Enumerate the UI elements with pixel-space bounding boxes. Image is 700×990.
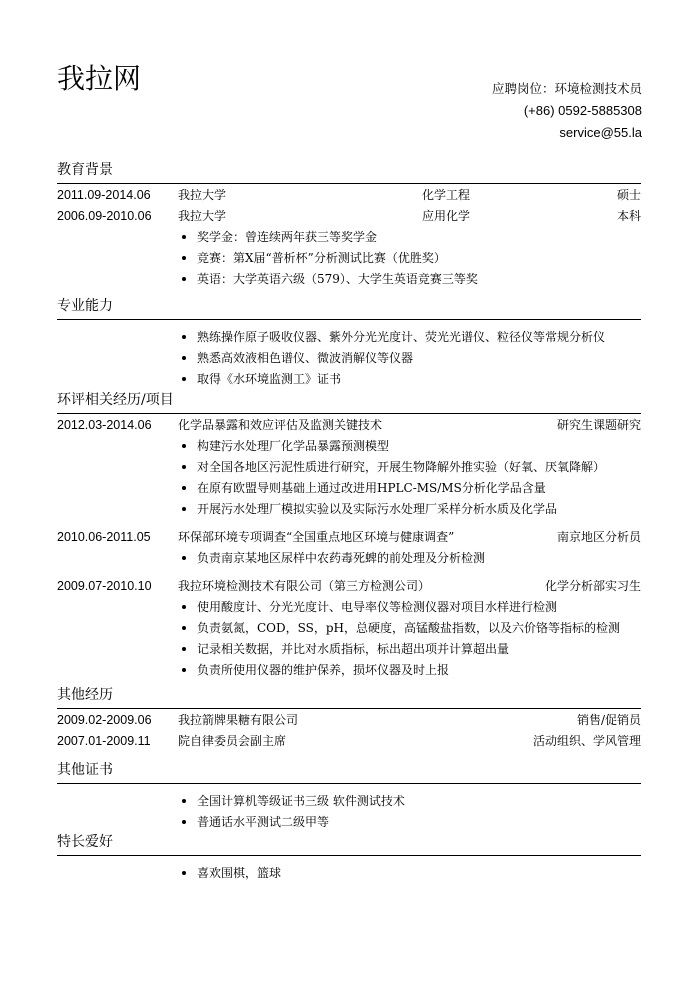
date-range: 2012.03-2014.06 (57, 418, 152, 432)
list-item: 熟练操作原子吸收仪器、紫外分光光度计、荧光光谱仪、粒径仪等常规分析仪 (179, 327, 641, 348)
certificate-bullets (57, 791, 641, 833)
list-item: 喜欢围棋，篮球 (179, 863, 641, 884)
skills-section (57, 296, 641, 390)
date-range: 2009.07-2010.10 (57, 579, 152, 593)
project-name: 化学品暴露和效应评估及监测关键技术 (178, 418, 383, 432)
list-item: 在原有欧盟导则基础上通过改进用HPLC-MS/MS分析化学品含量 (179, 478, 641, 499)
list-item: 英语：大学英语六级（579）、大学生英语竞赛三等奖 (179, 269, 641, 290)
list-item: 负责氨氮，COD，SS，pH，总硬度，高锰酸盐指数，以及六价铬等指标的检测 (179, 618, 641, 639)
date-range: 2010.06-2011.05 (57, 530, 151, 544)
section-title: 特长爱好 (57, 832, 641, 856)
list-item: 全国计算机等级证书三级 软件测试技术 (179, 791, 641, 812)
section-title: 其他经历 (57, 685, 641, 709)
applied-position: 应聘岗位：环境检测技术员 (491, 81, 642, 96)
experience-bullets (57, 548, 641, 569)
role: 销售/促销员 (576, 713, 641, 727)
list-item: 使用酸度计、分光光度计、电导率仪等检测仪器对项目水样进行检测 (179, 597, 641, 618)
list-item: 取得《水环境监测工》证书 (179, 369, 641, 390)
experience-row (57, 415, 641, 436)
phone-number: (+86) 0592-5885308 (523, 103, 642, 118)
section-title: 专业能力 (57, 296, 641, 320)
section-title: 环评相关经历/项目 (57, 390, 641, 414)
experience-bullets (57, 436, 641, 520)
experience-row (57, 576, 641, 597)
degree: 本科 (616, 209, 641, 223)
school-name: 我拉大学 (178, 188, 227, 202)
list-item: 普通话水平测试二级甲等 (179, 812, 641, 833)
email-address: service@55.la (559, 125, 642, 140)
date-range: 2007.01-2009.11 (57, 734, 151, 748)
section-title: 教育背景 (57, 160, 641, 184)
hobby-bullets (57, 863, 641, 884)
list-item: 负责南京某地区尿样中农药毒死蜱的前处理及分析检测 (179, 548, 641, 569)
certificates-section (57, 760, 641, 833)
list-item: 构建污水处理厂化学品暴露预测模型 (179, 436, 641, 457)
role: 南京地区分析员 (556, 530, 641, 544)
list-item: 奖学金：曾连续两年获三等奖学金 (179, 227, 641, 248)
role: 活动组织、学风管理 (532, 734, 641, 748)
list-item: 开展污水处理厂模拟实验以及实际污水处理厂采样分析水质及化学品 (179, 499, 641, 520)
contact-block (492, 78, 642, 144)
candidate-name: 我拉网 (57, 62, 142, 95)
other-experience-row (57, 710, 641, 731)
section-title: 其他证书 (57, 760, 641, 784)
organization: 我拉箭牌果糖有限公司 (178, 713, 299, 727)
other-experience-section (57, 685, 641, 752)
degree: 硕士 (616, 188, 641, 202)
education-bullets (57, 227, 641, 290)
date-range: 2011.09-2014.06 (57, 188, 151, 202)
date-range: 2006.09-2010.06 (57, 209, 152, 223)
school-name: 我拉大学 (178, 209, 227, 223)
experience-section (57, 390, 641, 681)
major: 化学工程 (422, 188, 471, 202)
education-row (57, 206, 641, 227)
major: 应用化学 (422, 209, 471, 223)
hobbies-section (57, 832, 641, 884)
project-name: 环保部环境专项调查“全国重点地区环境与健康调查” (178, 530, 455, 544)
role: 研究生课题研究 (556, 418, 641, 432)
role: 化学分析部实习生 (544, 579, 641, 593)
education-section (57, 160, 641, 290)
list-item: 负责所使用仪器的维护保养，损坏仪器及时上报 (179, 660, 641, 681)
organization: 院自律委员会副主席 (178, 734, 287, 748)
date-range: 2009.02-2009.06 (57, 713, 152, 727)
list-item: 记录相关数据，并比对水质指标，标出超出项并计算超出量 (179, 639, 641, 660)
education-row (57, 185, 641, 206)
list-item: 对全国各地区污泥性质进行研究，开展生物降解外推实验（好氧、厌氧降解） (179, 457, 641, 478)
experience-row (57, 527, 641, 548)
list-item: 熟悉高效液相色谱仪、微波消解仪等仪器 (179, 348, 641, 369)
skills-bullets (57, 327, 641, 390)
list-item: 竞赛：第X届“普析杯”分析测试比赛（优胜奖） (179, 248, 641, 269)
other-experience-row (57, 731, 641, 752)
experience-bullets (57, 597, 641, 681)
company-name: 我拉环境检测技术有限公司（第三方检测公司） (178, 579, 431, 593)
